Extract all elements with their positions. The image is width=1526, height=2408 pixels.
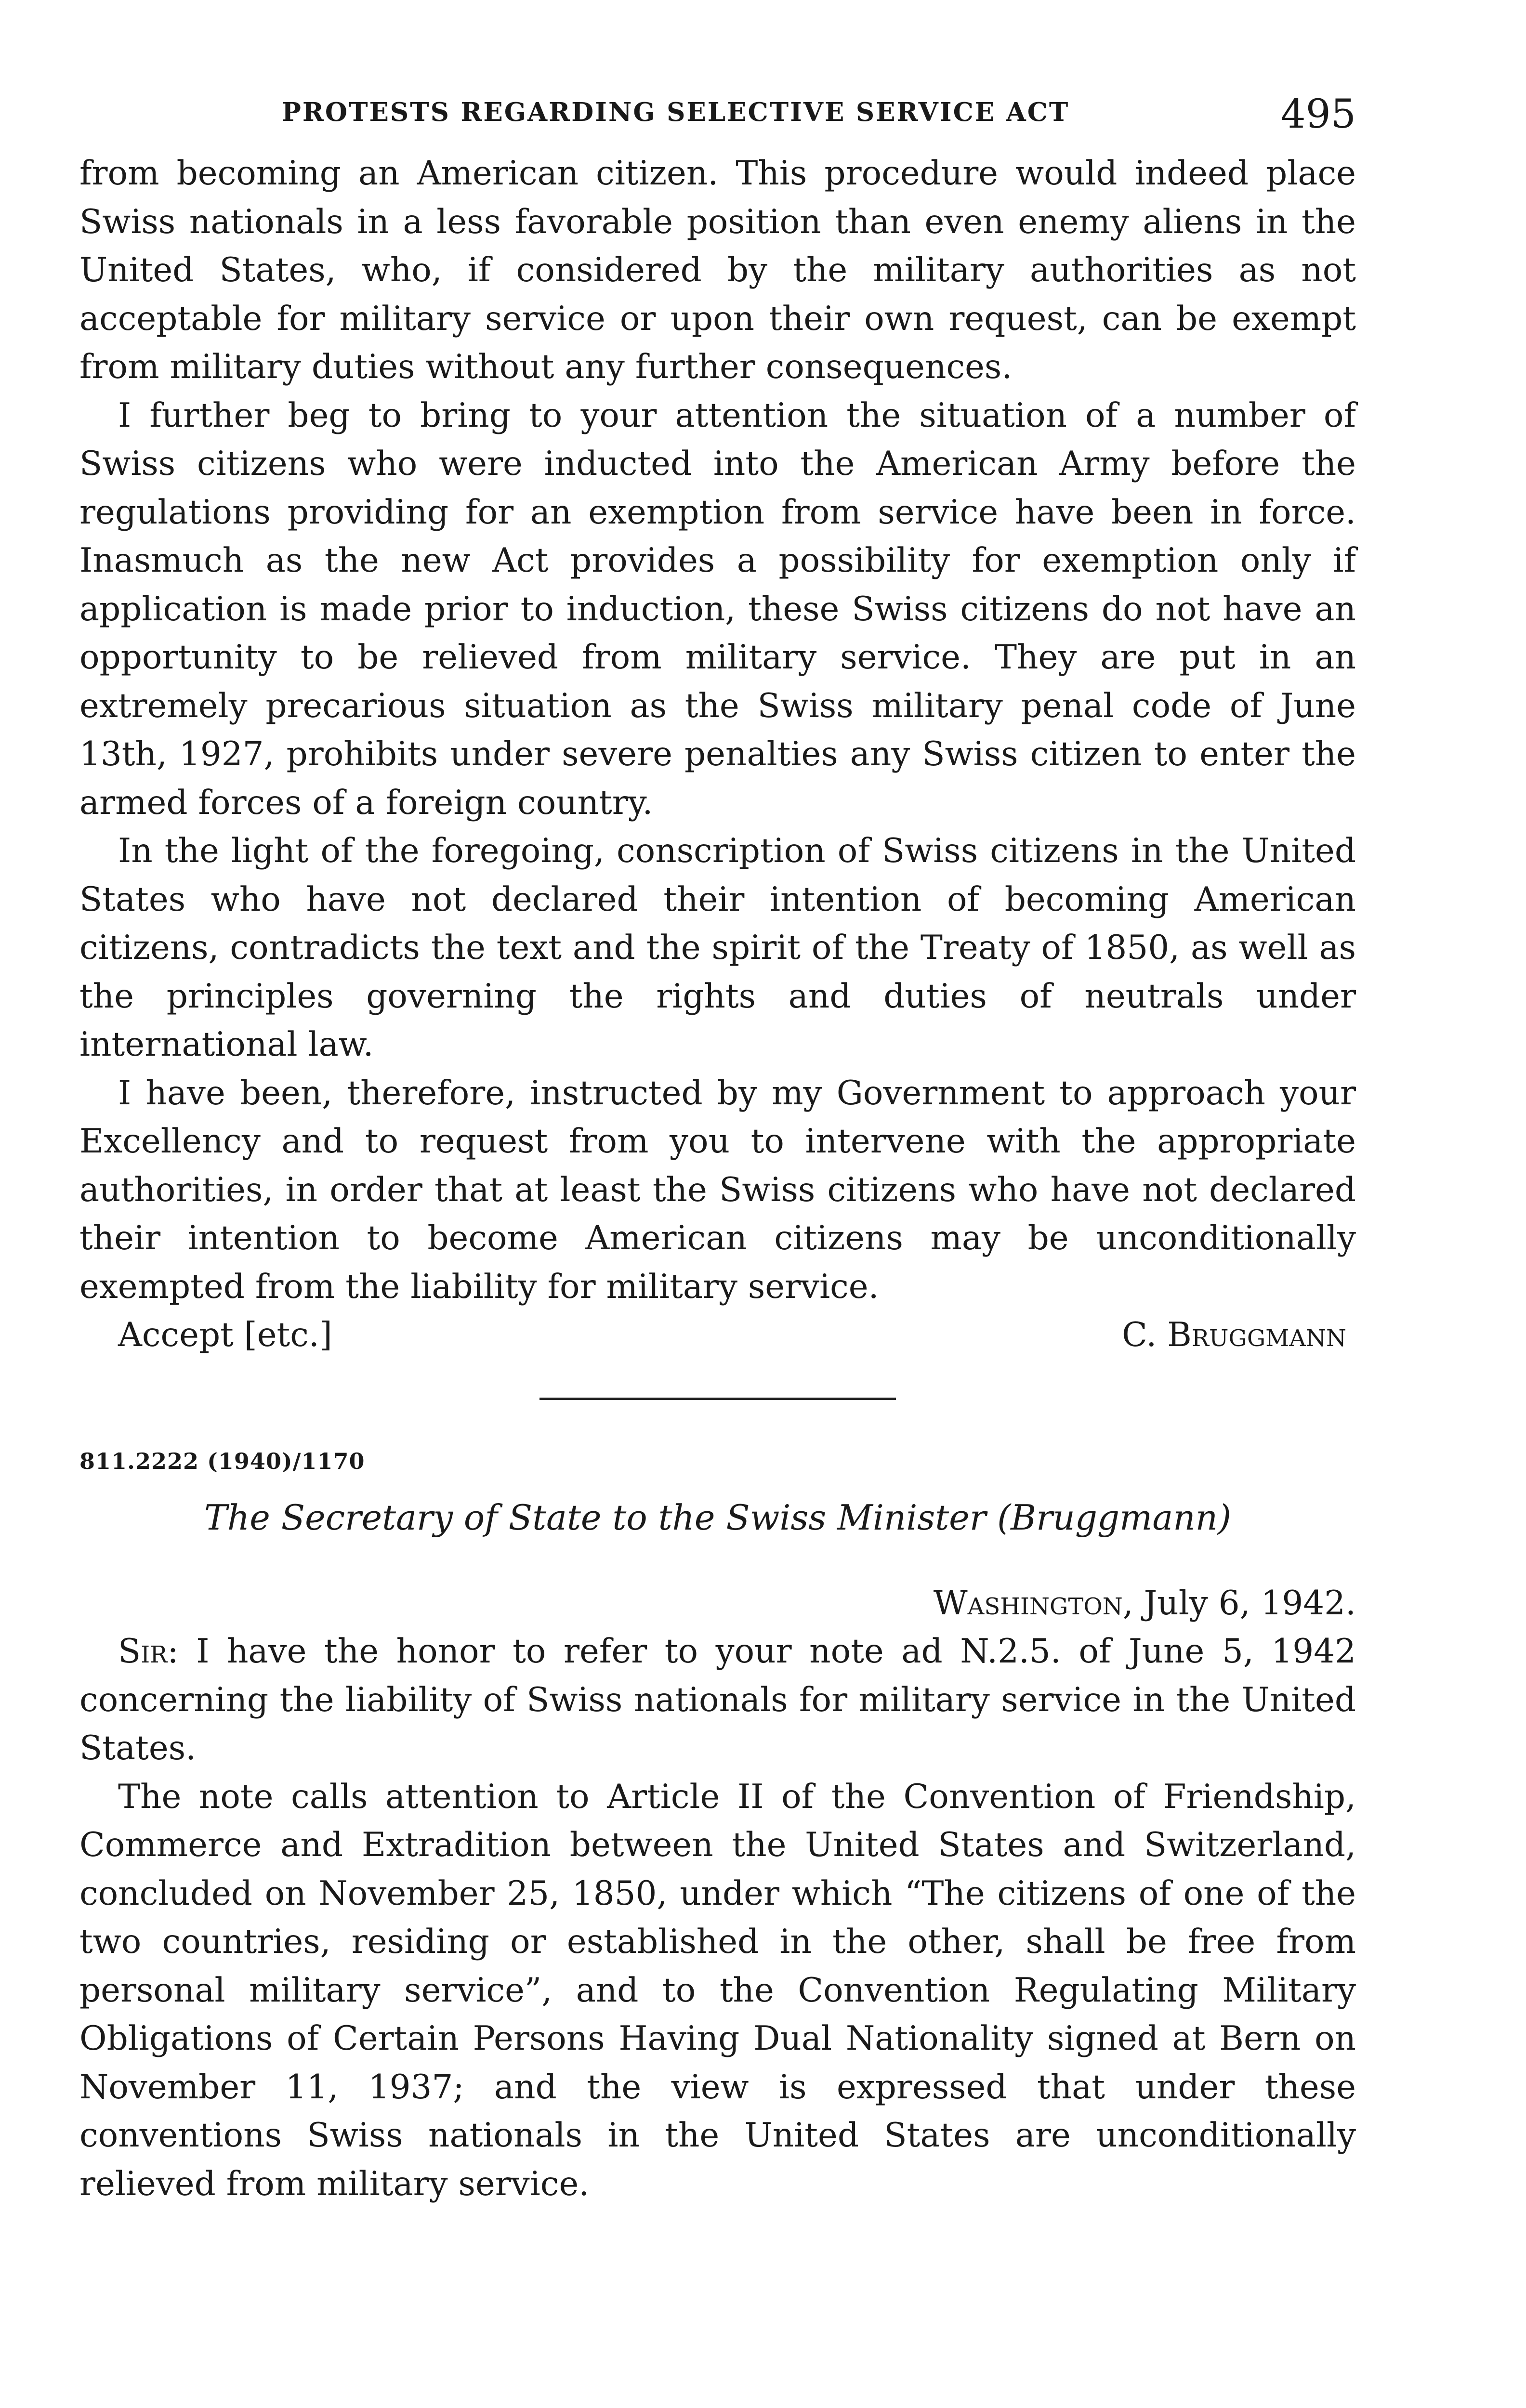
closing-text: Accept [etc.] bbox=[118, 1316, 332, 1354]
section-divider bbox=[539, 1398, 896, 1400]
closing-line bbox=[79, 1311, 1356, 1359]
document-heading: The Secretary of State to the Swiss Minister (Bruggmann) bbox=[204, 1497, 1232, 1538]
dateline-place: Washington, bbox=[933, 1584, 1133, 1623]
running-head-title: PROTESTS REGARDING SELECTIVE SERVICE ACT bbox=[282, 97, 1070, 127]
signature: C. Bruggmann bbox=[1121, 1316, 1346, 1354]
salutation: Sir: bbox=[118, 1632, 179, 1671]
body-paragraph bbox=[79, 1627, 1356, 1773]
body-paragraph: I further beg to bring to your attention the situation of a number of Swiss citizens who were inducted into the American Army before the regulations providing for an exemption from service have been in force. Inasmuch as the new Act provides a possibility for exemption only if application is made prior to induction, these Swiss citizens do not have an opportunity to be relieved from military service. They are put in an extremely precarious situation as the Swiss military penal code of June 13th, 1927, prohibits under severe penalties any Swiss citizen to enter the armed forces of a foreign country. bbox=[79, 396, 1356, 822]
body-paragraph: I have been, therefore, instructed by my Government to approach your Excellency and to request from you to intervene with the appropriate authorities, in order that at least the Swiss citizens who have not declared their intention to become American citizens may be unconditionally exempted from the liability for military service. bbox=[79, 1073, 1356, 1306]
dateline-date: July 6, 1942. bbox=[1144, 1584, 1356, 1623]
document-page bbox=[79, 92, 1356, 2208]
paragraph-text: I have the honor to refer to your note ad N.2.5. of June 5, 1942 concerning the liability of Swiss nationals for military service in the United States. bbox=[79, 1632, 1356, 1767]
page-number: 495 bbox=[1280, 92, 1356, 137]
running-head bbox=[79, 92, 1356, 149]
dateline bbox=[79, 1579, 1356, 1627]
file-number: 811.2222 (1940)/1170 bbox=[79, 1448, 365, 1474]
body-paragraph: The note calls attention to Article II of the Convention of Friendship, Commerce and Extradition between the United States and Switzerland, concluded on November 25, 1850, under which “The citizens of one of the two countries, residing or established in the other, shall be free from personal military service”, and to the Convention Regulating Military Obligations of Certain Persons Having Dual Nationality signed at Bern on November 11, 1937; and the view is expressed that under these conventions Swiss nationals in the United States are unconditionally relieved from military service. bbox=[79, 1777, 1356, 2203]
body-paragraph: from becoming an American citizen. This procedure would indeed place Swiss nationals in a less favorable position than even enemy aliens in the United States, who, if considered by the military authorities as not acceptable for military service or upon their own request, can be exempt from military duties without any further consequences. bbox=[79, 154, 1356, 386]
body-paragraph: In the light of the foregoing, conscription of Swiss citizens in the United States who have not declared their intention of becoming American citizens, contradicts the text and the spirit of the Treaty of 1850, as well as the principles governing the rights and duties of neutrals under international law. bbox=[79, 832, 1356, 1064]
